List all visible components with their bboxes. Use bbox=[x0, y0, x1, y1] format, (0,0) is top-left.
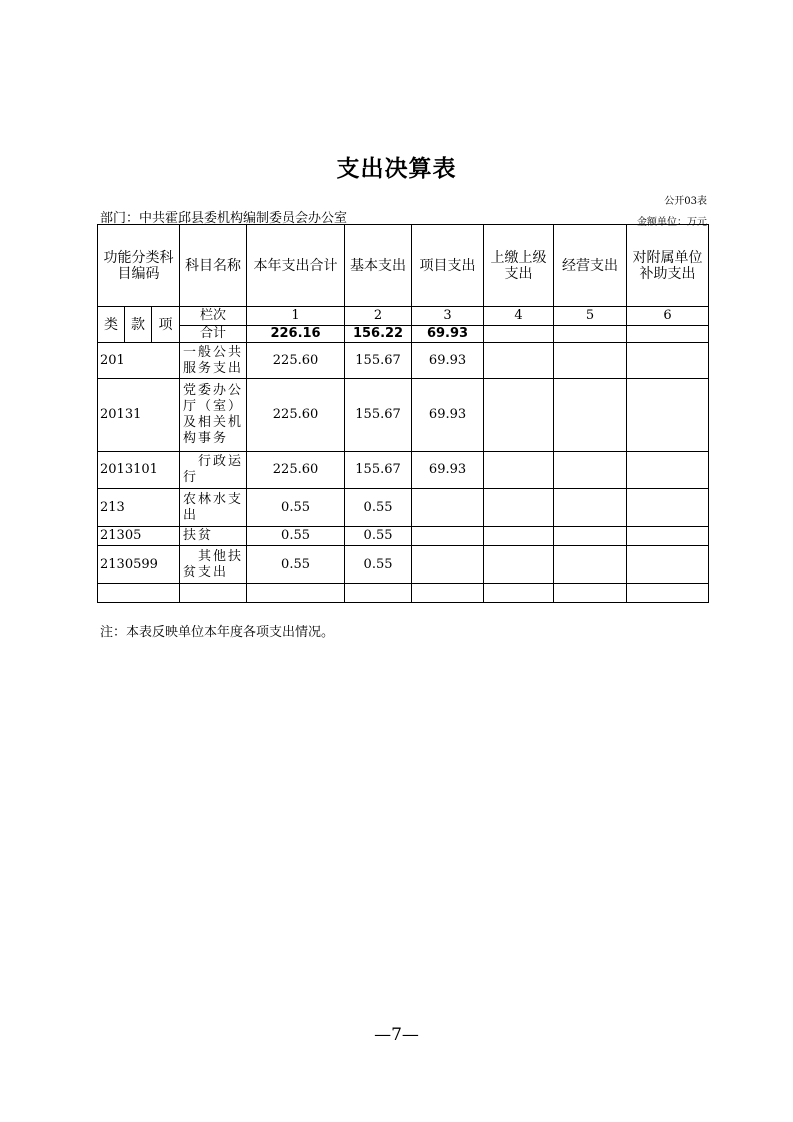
table-row bbox=[98, 584, 709, 603]
header-subsidy: 对附属单位补助支出 bbox=[627, 225, 709, 307]
value-cell bbox=[412, 489, 484, 527]
value-cell: 155.67 bbox=[345, 343, 412, 379]
expenditure-table bbox=[97, 224, 709, 603]
col-number: 3 bbox=[412, 307, 484, 326]
total-value bbox=[627, 326, 709, 343]
subject-name: 农林水支出 bbox=[180, 489, 247, 527]
total-value bbox=[484, 326, 554, 343]
total-value: 69.93 bbox=[412, 326, 484, 343]
subject-code: 21305 bbox=[98, 527, 180, 546]
subject-name: 行政运行 bbox=[180, 452, 247, 489]
value-cell bbox=[627, 527, 709, 546]
subject-code: 20131 bbox=[98, 379, 180, 452]
subject-name: 党委办公厅（室）及相关机构事务 bbox=[180, 379, 247, 452]
table-row bbox=[98, 527, 709, 546]
value-cell bbox=[484, 343, 554, 379]
table-note: 注：本表反映单位本年度各项支出情况。 bbox=[100, 625, 335, 640]
table-row bbox=[98, 489, 709, 527]
value-cell: 0.55 bbox=[247, 527, 345, 546]
header-basic: 基本支出 bbox=[345, 225, 412, 307]
header-xiang: 项 bbox=[152, 307, 180, 343]
header-business: 经营支出 bbox=[554, 225, 627, 307]
header-func-code: 功能分类科目编码 bbox=[98, 225, 180, 307]
value-cell bbox=[484, 452, 554, 489]
subject-name: 扶贫 bbox=[180, 527, 247, 546]
value-cell bbox=[554, 379, 627, 452]
subject-code: 2130599 bbox=[98, 546, 180, 584]
col-number: 2 bbox=[345, 307, 412, 326]
header-lei: 类 bbox=[98, 307, 125, 343]
subject-code bbox=[98, 584, 180, 603]
total-label: 合计 bbox=[180, 326, 247, 343]
subject-name: 一般公共服务支出 bbox=[180, 343, 247, 379]
value-cell: 0.55 bbox=[345, 527, 412, 546]
header-lanci: 栏次 bbox=[180, 307, 247, 326]
value-cell bbox=[627, 489, 709, 527]
value-cell: 69.93 bbox=[412, 343, 484, 379]
header-project: 项目支出 bbox=[412, 225, 484, 307]
value-cell bbox=[627, 343, 709, 379]
value-cell bbox=[412, 584, 484, 603]
column-number-row bbox=[98, 307, 709, 326]
value-cell bbox=[412, 527, 484, 546]
department-label: 部门：中共霍邱县委机构编制委员会办公室 bbox=[100, 211, 348, 226]
subject-name bbox=[180, 584, 247, 603]
total-value: 226.16 bbox=[247, 326, 345, 343]
value-cell bbox=[484, 584, 554, 603]
value-cell bbox=[345, 584, 412, 603]
header-upper: 上缴上级支出 bbox=[484, 225, 554, 307]
table-row bbox=[98, 379, 709, 452]
value-cell: 0.55 bbox=[345, 489, 412, 527]
header-kuan: 款 bbox=[125, 307, 152, 343]
value-cell bbox=[554, 546, 627, 584]
subject-code: 213 bbox=[98, 489, 180, 527]
value-cell: 0.55 bbox=[247, 489, 345, 527]
col-number: 5 bbox=[554, 307, 627, 326]
col-number: 6 bbox=[627, 307, 709, 326]
value-cell bbox=[412, 546, 484, 584]
value-cell: 69.93 bbox=[412, 452, 484, 489]
amount-unit-label: 金额单位：万元 bbox=[637, 217, 707, 228]
header-row bbox=[98, 225, 709, 307]
value-cell bbox=[554, 527, 627, 546]
value-cell bbox=[484, 489, 554, 527]
total-row bbox=[98, 326, 709, 343]
value-cell: 225.60 bbox=[247, 452, 345, 489]
subject-code: 2013101 bbox=[98, 452, 180, 489]
value-cell bbox=[247, 584, 345, 603]
value-cell: 0.55 bbox=[247, 546, 345, 584]
col-number: 4 bbox=[484, 307, 554, 326]
value-cell bbox=[554, 584, 627, 603]
value-cell: 155.67 bbox=[345, 452, 412, 489]
value-cell: 69.93 bbox=[412, 379, 484, 452]
subject-code: 201 bbox=[98, 343, 180, 379]
page-number: —7— bbox=[374, 1025, 419, 1045]
value-cell bbox=[554, 489, 627, 527]
table-row bbox=[98, 343, 709, 379]
value-cell: 225.60 bbox=[247, 379, 345, 452]
value-cell bbox=[627, 546, 709, 584]
value-cell: 0.55 bbox=[345, 546, 412, 584]
value-cell bbox=[627, 379, 709, 452]
value-cell bbox=[484, 527, 554, 546]
value-cell bbox=[484, 546, 554, 584]
total-value: 156.22 bbox=[345, 326, 412, 343]
value-cell bbox=[627, 452, 709, 489]
value-cell bbox=[627, 584, 709, 603]
subject-name: 其他扶贫支出 bbox=[180, 546, 247, 584]
value-cell bbox=[554, 343, 627, 379]
table-row bbox=[98, 546, 709, 584]
report-title: 支出决算表 bbox=[336, 156, 457, 182]
value-cell: 155.67 bbox=[345, 379, 412, 452]
value-cell: 225.60 bbox=[247, 343, 345, 379]
header-total: 本年支出合计 bbox=[247, 225, 345, 307]
value-cell bbox=[484, 379, 554, 452]
col-number: 1 bbox=[247, 307, 345, 326]
header-subject-name: 科目名称 bbox=[180, 225, 247, 307]
table-row bbox=[98, 452, 709, 489]
total-value bbox=[554, 326, 627, 343]
value-cell bbox=[554, 452, 627, 489]
form-code: 公开03表 bbox=[664, 196, 707, 207]
